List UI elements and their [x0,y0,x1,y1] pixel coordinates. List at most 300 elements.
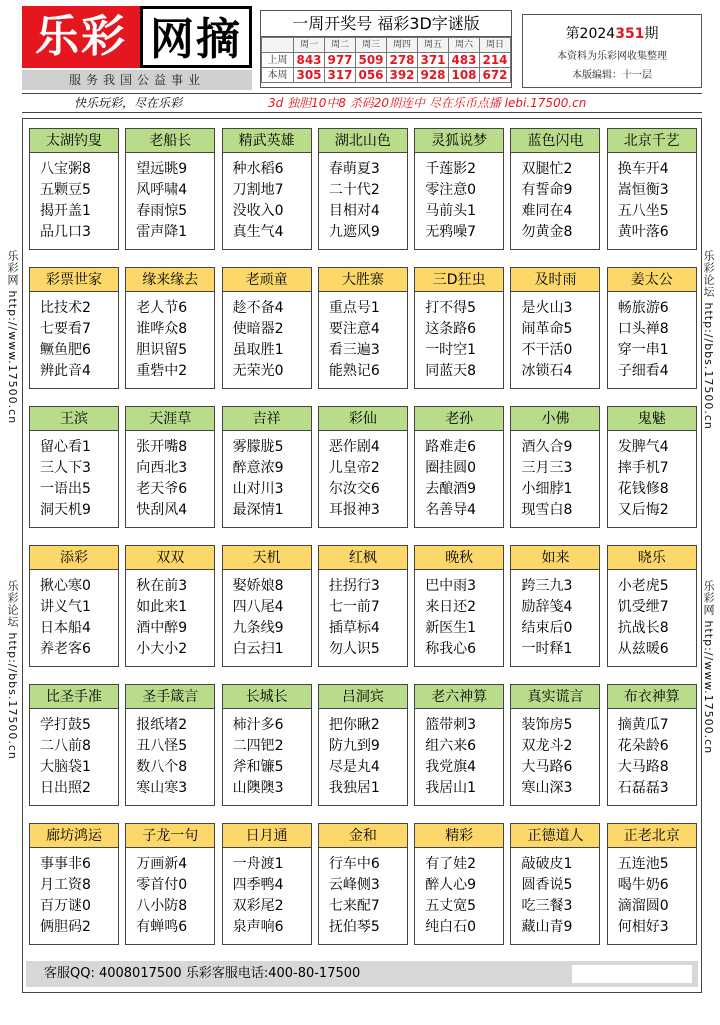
riddle-author-name: 晚秋 [415,546,503,570]
riddle-line: 老天爷6 [136,481,188,497]
riddle-line: 耳报神3 [328,502,380,518]
riddle-lines [223,570,311,660]
riddle-card [510,267,600,389]
riddle-line: 要注意4 [328,321,380,337]
riddle-card [125,406,215,528]
riddle-author-name: 添彩 [30,546,118,570]
riddle-line: 事事非6 [40,856,91,872]
riddle-line: 新医生1 [425,620,477,636]
riddle-line: 重点号1 [328,300,380,316]
riddle-line: 雾朦胧5 [232,439,284,455]
riddle-line: 不干活0 [521,342,573,358]
riddle-card [607,267,697,389]
riddle-line: 五八坐5 [617,203,669,219]
riddle-author-name: 廊坊鸿运 [30,824,118,848]
ticker-bar [22,93,702,113]
riddle-line: 现雪白8 [521,502,573,518]
riddle-line: 胆识留5 [136,342,188,358]
riddle-line: 看三遍3 [328,342,380,358]
draw-number: 214 [480,53,511,68]
riddle-line: 泉声响6 [232,919,284,935]
riddle-card [318,267,408,389]
riddle-line: 称我心6 [425,641,477,657]
riddle-line: 学打鼓5 [40,717,91,733]
riddle-line: 大马路6 [521,759,573,775]
draw-number: 371 [418,53,449,68]
riddle-line: 俩胆码2 [40,919,91,935]
riddle-author-name: 湖北山色 [319,129,407,153]
riddle-lines [126,570,214,660]
riddle-lines [126,292,214,382]
riddle-line: 云峰侧3 [328,877,380,893]
riddle-line: 日出照2 [40,780,91,796]
riddle-line: 行车中6 [328,856,380,872]
riddle-line: 纯白石0 [425,919,477,935]
riddle-lines [30,431,118,521]
riddle-lines [511,709,599,799]
riddle-line: 从兹暖6 [617,641,669,657]
riddle-line: 无荣光0 [232,363,284,379]
riddle-lines [319,848,407,938]
riddle-line: 八宝粥8 [40,161,91,177]
riddle-line: 七一前7 [328,599,380,615]
riddle-line: 冰锁石4 [521,363,573,379]
riddle-line: 篮带刺3 [425,717,477,733]
riddle-line: 千莲影2 [425,161,477,177]
riddle-author-name: 正老北京 [608,824,696,848]
draw-number: 108 [449,68,480,83]
riddle-author-name: 小佛 [511,407,599,431]
riddle-lines [608,709,696,799]
ticker-promo-link[interactable]: 3d 独胆10中8 杀码20期连中 尽在乐币点播 lebi.17500.cn [268,96,587,110]
riddle-line: 能熟记6 [328,363,380,379]
riddle-lines [511,292,599,382]
riddle-line: 小细脖1 [521,481,573,497]
draw-table-header-row [262,38,511,53]
riddle-card [607,823,697,945]
riddle-board [22,118,702,993]
riddle-author-name: 布衣神算 [608,685,696,709]
riddle-line: 如此来1 [136,599,188,615]
logo-red-part: 乐彩 [22,6,140,68]
weekday-cell: 周一 [294,38,325,53]
riddle-line: 数八个8 [136,759,188,775]
riddle-line: 七来配7 [328,898,380,914]
riddle-author-name: 老顽童 [223,268,311,292]
riddle-line: 五丈宽5 [425,898,477,914]
riddle-line: 组六来6 [425,738,477,754]
logo-black-part: 网摘 [140,6,252,68]
riddle-lines [608,848,696,938]
riddle-card [222,406,312,528]
riddle-lines [415,709,503,799]
riddle-lines [319,153,407,243]
riddle-line: 励辞笺4 [521,599,573,615]
draw-title: 一周开奖号 福彩3D字谜版 [261,11,511,37]
riddle-author-name: 吉祥 [223,407,311,431]
riddle-line: 九遮风9 [328,224,380,240]
riddle-line: 秋在前3 [136,578,188,594]
riddle-line: 零注意0 [425,182,477,198]
riddle-lines [223,153,311,243]
riddle-grid [29,128,697,945]
riddle-line: 辨此音4 [40,363,91,379]
riddle-line: 这条路6 [425,321,477,337]
riddle-line: 穿一串1 [617,342,669,358]
riddle-line: 饥受绁7 [617,599,669,615]
riddle-line: 同蓝天8 [425,363,477,379]
riddle-card [222,823,312,945]
riddle-line: 醉人心9 [425,877,477,893]
riddle-lines [223,431,311,521]
riddle-line: 斧和镰5 [232,759,284,775]
riddle-author-name: 金和 [319,824,407,848]
riddle-author-name: 缘来缘去 [126,268,214,292]
riddle-line: 四季鸭4 [232,877,284,893]
weekday-cell: 周六 [449,38,480,53]
riddle-line: 结束后0 [521,620,573,636]
riddle-lines [30,292,118,382]
riddle-author-name: 王滨 [30,407,118,431]
draw-number: 672 [480,68,511,83]
weekday-cell: 周五 [418,38,449,53]
riddle-lines [511,153,599,243]
riddle-line: 闹革命5 [521,321,573,337]
corner-cell [262,38,294,53]
riddle-lines [126,153,214,243]
riddle-line: 黄叶落6 [617,224,669,240]
riddle-line: 有誓命9 [521,182,573,198]
riddle-lines [30,709,118,799]
riddle-line: 我独居1 [328,780,380,796]
riddle-lines [30,153,118,243]
customer-service-text: 客服QQ: 4008017500 乐彩客服电话:400-80-17500 [44,966,361,981]
riddle-line: 白云扫1 [232,641,284,657]
riddle-line: 五连池5 [617,856,669,872]
riddle-card [125,823,215,945]
riddle-line: 有蝉鸣6 [136,919,188,935]
draw-number: 317 [325,68,356,83]
riddle-line: 小大小2 [136,641,188,657]
draw-number: 977 [325,53,356,68]
riddle-line: 一语出5 [40,481,91,497]
draw-row-this-week [262,68,511,83]
riddle-author-name: 鬼魅 [608,407,696,431]
riddle-author-name: 老六神算 [415,685,503,709]
riddle-line: 留心看1 [40,439,91,455]
riddle-line: 快刮风4 [136,502,188,518]
riddle-lines [608,570,696,660]
draw-number: 509 [356,53,387,68]
riddle-line: 七要看7 [40,321,91,337]
riddle-line: 柿汁多6 [232,717,284,733]
riddle-author-name: 吕洞宾 [319,685,407,709]
riddle-author-name: 大胜寨 [319,268,407,292]
draw-table [261,37,511,83]
draw-number: 928 [418,68,449,83]
riddle-line: 三月三3 [521,460,573,476]
riddle-line: 路难走6 [425,439,477,455]
riddle-card [29,823,119,945]
riddle-line: 望远眺9 [136,161,188,177]
riddle-line: 拄拐行3 [328,578,380,594]
draw-number: 305 [294,68,325,83]
riddle-line: 酒久合9 [521,439,573,455]
riddle-card [125,684,215,806]
riddle-line: 二八前8 [40,738,91,754]
riddle-line: 使暗器2 [232,321,284,337]
riddle-line: 丑八怪5 [136,738,188,754]
riddle-lines [319,570,407,660]
editor-note: 本版编辑：十一层 [572,70,652,81]
riddle-lines [126,848,214,938]
riddle-line: 目相对4 [328,203,380,219]
riddle-card [222,684,312,806]
riddle-author-name: 比圣手准 [30,685,118,709]
riddle-line: 我党旗4 [425,759,477,775]
draw-number: 843 [294,53,325,68]
riddle-line: 敲破皮1 [521,856,573,872]
issue-number: 351 [615,26,645,42]
riddle-card [222,545,312,667]
row-label: 本周 [262,68,294,83]
riddle-line: 插草标4 [328,620,380,636]
riddle-line: 虽取胜1 [232,342,284,358]
riddle-line: 九条线9 [232,620,284,636]
side-text-left-bottom[interactable]: 乐彩论坛 http://bbs.17500.cn [6,580,19,760]
riddle-line: 酒中醉9 [136,620,188,636]
riddle-line: 小老虎5 [617,578,669,594]
riddle-lines [608,292,696,382]
riddle-line: 抗战长8 [617,620,669,636]
riddle-line: 四八尾4 [232,599,284,615]
riddle-author-name: 姜太公 [608,268,696,292]
riddle-line: 谁哗众8 [136,321,188,337]
riddle-card [414,128,504,250]
riddle-author-name: 三D狂虫 [415,268,503,292]
riddle-line: 二四钯2 [232,738,284,754]
riddle-line: 来日还2 [425,599,477,615]
riddle-line: 报纸堵2 [136,717,188,733]
riddle-card [318,128,408,250]
riddle-line: 洞天机9 [40,502,91,518]
riddle-line: 子细看4 [617,363,669,379]
riddle-line: 把你瞅2 [328,717,380,733]
riddle-line: 种水稻6 [232,161,284,177]
riddle-line: 勿人识5 [328,641,380,657]
riddle-card [29,545,119,667]
riddle-author-name: 天机 [223,546,311,570]
riddle-line: 零首付0 [136,877,188,893]
riddle-line: 大脑袋1 [40,759,91,775]
riddle-line: 摔手机7 [617,460,669,476]
riddle-line: 吃三餐3 [521,898,573,914]
riddle-line: 无鸦噪7 [425,224,477,240]
issue-note: 本资料为乐彩网收集整理 [557,51,667,62]
riddle-lines [415,153,503,243]
draw-number: 483 [449,53,480,68]
riddle-line: 鳜鱼肥6 [40,342,91,358]
riddle-line: 向西北3 [136,460,188,476]
issue-box [522,14,702,88]
riddle-card [318,684,408,806]
footer-blank-box [572,965,692,983]
riddle-card [125,267,215,389]
riddle-line: 尔汝交6 [328,481,380,497]
riddle-line: 讲义气1 [40,599,91,615]
riddle-author-name: 精武英雄 [223,129,311,153]
riddle-author-name: 彩仙 [319,407,407,431]
riddle-line: 百万谜0 [40,898,91,914]
side-text-right-bottom[interactable]: 乐彩网 http://www.17500.cn [702,580,715,755]
riddle-card [510,406,600,528]
draw-number: 056 [356,68,387,83]
riddle-card [607,128,697,250]
riddle-line: 醉意浓9 [232,460,284,476]
riddle-line: 揪心寒0 [40,578,91,594]
riddle-lines [223,709,311,799]
riddle-card [510,823,600,945]
riddle-line: 何相好3 [617,919,669,935]
riddle-line: 春萌夏3 [328,161,380,177]
riddle-line: 跨三九3 [521,578,573,594]
riddle-line: 日本船4 [40,620,91,636]
riddle-line: 娶娇娘8 [232,578,284,594]
weekday-cell: 周四 [387,38,418,53]
riddle-lines [319,431,407,521]
riddle-author-name: 如来 [511,546,599,570]
riddle-line: 一时释1 [521,641,573,657]
riddle-line: 品几口3 [40,224,91,240]
weekday-cell: 周日 [480,38,511,53]
riddle-line: 圆香说5 [521,877,573,893]
riddle-card [607,406,697,528]
riddle-author-name: 蓝色闪电 [511,129,599,153]
riddle-line: 恶作剧4 [328,439,380,455]
header [22,4,702,90]
riddle-line: 防九到9 [328,738,380,754]
riddle-line: 是火山3 [521,300,573,316]
riddle-line: 畅旅游6 [617,300,669,316]
draw-number: 392 [387,68,418,83]
riddle-line: 装饰房5 [521,717,573,733]
riddle-line: 滴溜圆0 [617,898,669,914]
riddle-line: 打不得5 [425,300,477,316]
riddle-card [29,684,119,806]
riddle-author-name: 及时雨 [511,268,599,292]
issue-line [523,23,701,43]
weekday-cell: 周三 [356,38,387,53]
riddle-card [29,267,119,389]
riddle-line: 石磊磊3 [617,780,669,796]
riddle-line: 又后悔2 [617,502,669,518]
ticker-left-text: 快乐玩彩，尽在乐彩 [74,96,183,110]
riddle-line: 二十代2 [328,182,380,198]
riddle-line: 花钱修8 [617,481,669,497]
riddle-lines [415,570,503,660]
riddle-line: 一时空1 [425,342,477,358]
riddle-line: 有了娃2 [425,856,477,872]
site-logo[interactable] [22,6,252,68]
riddle-line: 儿皇帝2 [328,460,380,476]
riddle-line: 三人下3 [40,460,91,476]
riddle-author-name: 红枫 [319,546,407,570]
riddle-line: 春雨惊5 [136,203,188,219]
riddle-card [414,406,504,528]
riddle-line: 双彩尾2 [232,898,284,914]
riddle-lines [511,848,599,938]
riddle-line: 万画新4 [136,856,188,872]
riddle-line: 名善导4 [425,502,477,518]
riddle-card [510,128,600,250]
riddle-line: 摘黄瓜7 [617,717,669,733]
riddle-line: 发脾气4 [617,439,669,455]
riddle-line: 揭开盖1 [40,203,91,219]
riddle-line: 养老客6 [40,641,91,657]
riddle-card [414,267,504,389]
riddle-card [318,545,408,667]
riddle-author-name: 圣手箴言 [126,685,214,709]
riddle-line: 抚伯琴5 [328,919,380,935]
riddle-line: 巴中雨3 [425,578,477,594]
riddle-line: 口头禅8 [617,321,669,337]
riddle-card [510,684,600,806]
riddle-line: 刀割地7 [232,182,284,198]
riddle-card [510,545,600,667]
riddle-line: 山对川3 [232,481,284,497]
riddle-lines [511,570,599,660]
riddle-line: 八小防8 [136,898,188,914]
riddle-card [125,128,215,250]
riddle-line: 一舟渡1 [232,856,284,872]
riddle-line: 双腿忙2 [521,161,573,177]
riddle-line: 山隩隩3 [232,780,284,796]
weekly-draw-box [260,10,512,88]
riddle-card [222,267,312,389]
riddle-author-name: 太湖钓叟 [30,129,118,153]
riddle-line: 重砦中2 [136,363,188,379]
riddle-author-name: 灵狐说梦 [415,129,503,153]
riddle-line: 趁不备4 [232,300,284,316]
riddle-line: 月工资8 [40,877,91,893]
riddle-line: 张开嘴8 [136,439,188,455]
riddle-line: 大马路8 [617,759,669,775]
riddle-card [29,406,119,528]
riddle-author-name: 真实谎言 [511,685,599,709]
riddle-line: 难同在4 [521,203,573,219]
riddle-line: 比技术2 [40,300,91,316]
riddle-card [125,545,215,667]
riddle-card [414,823,504,945]
riddle-author-name: 天涯草 [126,407,214,431]
riddle-lines [223,292,311,382]
riddle-author-name: 老孙 [415,407,503,431]
riddle-line: 我居山1 [425,780,477,796]
side-text-right-top[interactable]: 乐彩论坛 http://bbs.17500.cn [702,250,715,430]
riddle-line: 圈挂圆0 [425,460,477,476]
riddle-line: 喝牛奶6 [617,877,669,893]
riddle-line: 双龙斗2 [521,738,573,754]
side-text-left-top[interactable]: 乐彩网 http://www.17500.cn [6,250,19,425]
riddle-line: 最深情1 [232,502,284,518]
riddle-line: 没收入0 [232,203,284,219]
riddle-card [607,545,697,667]
riddle-line: 勿黄金8 [521,224,573,240]
riddle-author-name: 日月通 [223,824,311,848]
riddle-card [29,128,119,250]
row-label: 上周 [262,53,294,68]
riddle-line: 寒山深3 [521,780,573,796]
